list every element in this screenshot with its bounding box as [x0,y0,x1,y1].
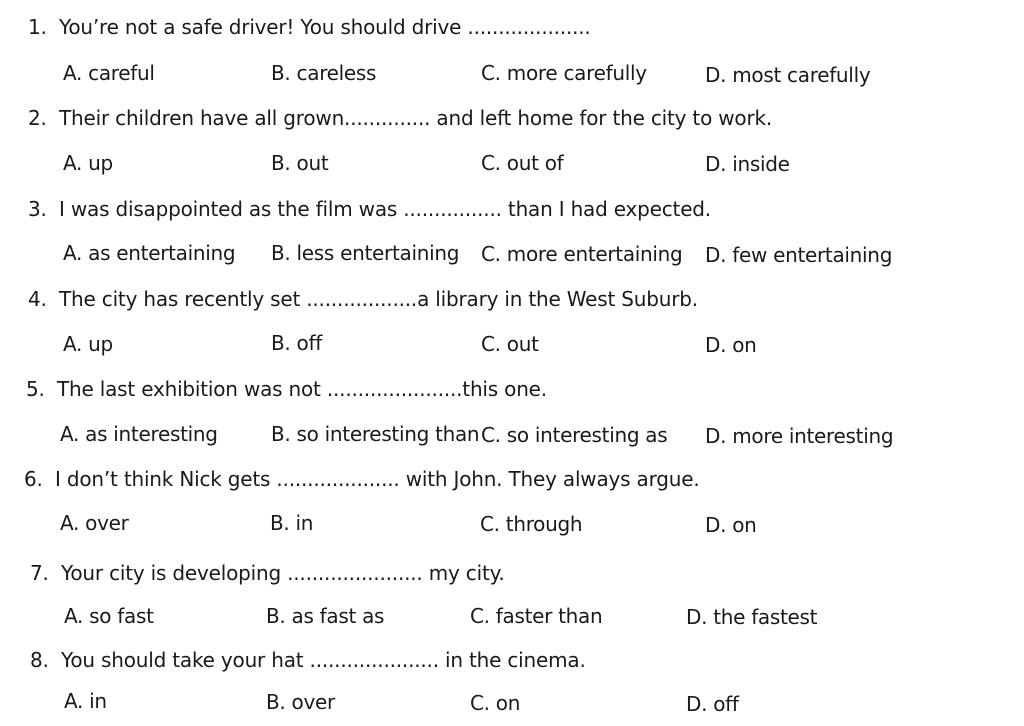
option-a: A. so fast [64,604,154,628]
question-stem [28,287,698,311]
question-text: I don’t think Nick gets .................... with John. They always argue. [55,467,700,491]
question-stem [28,15,591,39]
question-stem [30,648,586,672]
option-c: C. through [480,512,583,536]
option-c: C. out [481,332,539,356]
question-stem [30,561,505,585]
question-number: 7. [30,561,49,585]
option-d: D. more interesting [705,424,894,448]
option-d: D. off [686,692,739,716]
question-number: 3. [28,197,47,221]
option-c: C. so interesting as [481,423,668,447]
option-d: D. most carefully [705,63,871,87]
question-text: Your city is developing ...................... my city. [61,561,505,585]
option-c: C. more carefully [481,61,647,85]
question-stem [28,106,772,130]
option-a: A. up [63,332,113,356]
option-b: B. as fast as [266,604,385,628]
option-a: A. over [60,511,129,535]
question-number: 6. [24,467,43,491]
option-a: A. careful [63,61,155,85]
option-c: C. faster than [470,604,603,628]
option-b: B. over [266,690,335,714]
option-d: D. the fastest [686,605,818,629]
question-text: I was disappointed as the film was ................ than I had expected. [59,197,711,221]
option-d: D. few entertaining [705,243,893,267]
option-a: A. up [63,151,113,175]
question-number: 2. [28,106,47,130]
option-b: B. so interesting than [271,422,480,446]
option-b: B. in [270,511,314,535]
option-c: C. more entertaining [481,242,683,266]
question-text: You’re not a safe driver! You should drive .................... [59,15,591,39]
option-b: B. out [271,151,329,175]
question-stem [24,467,699,491]
question-text: Their children have all grown.............. and left home for the city to work. [59,106,773,130]
question-text: The city has recently set ..................a library in the West Suburb. [59,287,698,311]
question-number: 4. [28,287,47,311]
question-number: 5. [26,377,45,401]
question-stem [26,377,547,401]
option-b: B. less entertaining [271,241,460,265]
option-b: B. careless [271,61,377,85]
option-d: D. on [705,513,757,537]
question-stem [28,197,711,221]
question-number: 1. [28,15,47,39]
option-a: A. as interesting [60,422,218,446]
option-b: B. off [271,331,322,355]
option-c: C. on [470,691,521,715]
question-text: The last exhibition was not ......................this one. [57,377,547,401]
option-a: A. in [64,689,107,713]
option-c: C. out of [481,151,564,175]
option-d: D. on [705,333,757,357]
option-d: D. inside [705,152,790,176]
question-number: 8. [30,648,49,672]
question-text: You should take your hat ..................... in the cinema. [61,648,586,672]
option-a: A. as entertaining [63,241,236,265]
